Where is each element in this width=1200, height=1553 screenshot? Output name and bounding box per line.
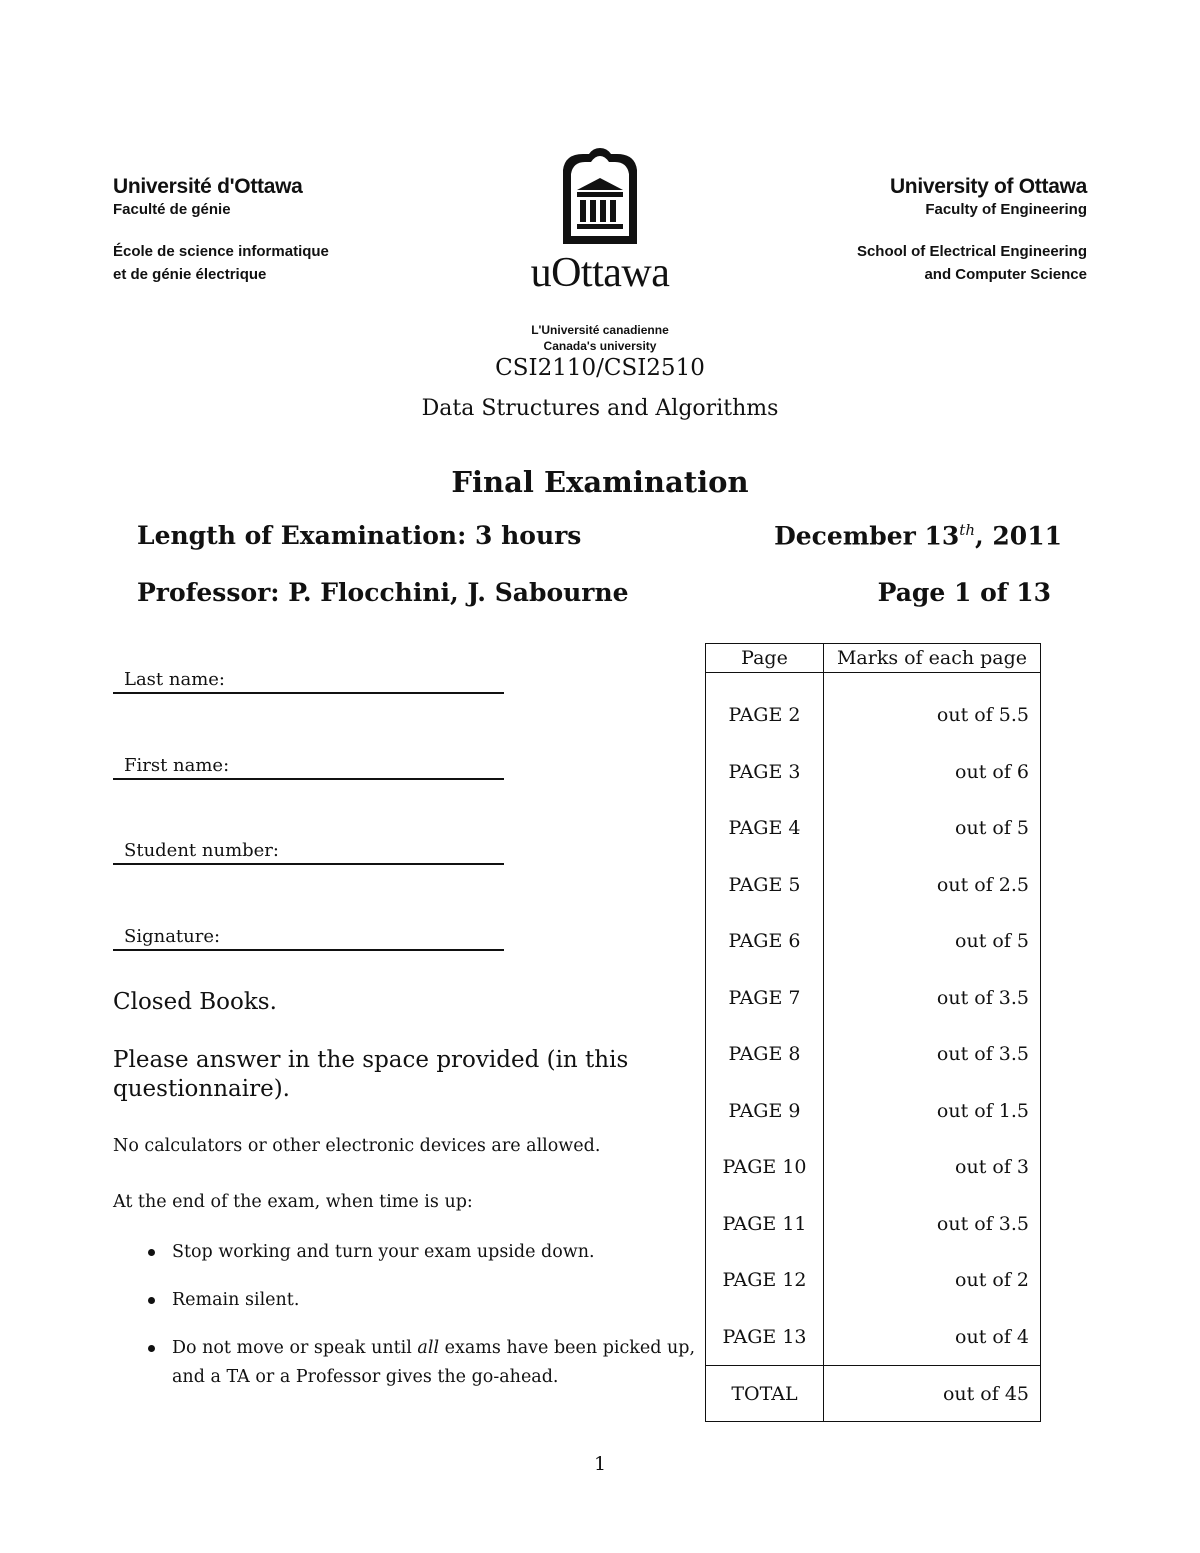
row-marks: out of 5 (824, 800, 1041, 857)
course-code: CSI2110/CSI2510 (495, 355, 705, 381)
last-name-field[interactable] (113, 659, 504, 694)
row-page: PAGE 2 (706, 687, 824, 744)
row-marks: out of 2 (824, 1252, 1041, 1309)
bullet-text-part1: Do not move or speak until (172, 1338, 412, 1358)
no-calculators-note: No calculators or other electronic devices are allowed. (113, 1136, 601, 1156)
exam-date-sup: th (959, 521, 975, 539)
bullet-text-part2: exams have been picked up, and a TA or a Professor gives the go-ahead. (172, 1338, 696, 1387)
row-page: PAGE 10 (706, 1139, 824, 1196)
bullet-dot-icon (148, 1297, 155, 1304)
exam-title: Final Examination (451, 465, 749, 499)
exam-date-prefix: December 13 (774, 521, 960, 551)
faculty-name-en: Faculty of Engineering (925, 201, 1087, 218)
row-marks: out of 4 (824, 1309, 1041, 1366)
marks-table (705, 643, 1041, 1422)
school-name-en (767, 240, 1087, 286)
uottawa-wordmark: uOttawa (530, 250, 670, 296)
row-page: PAGE 3 (706, 744, 824, 801)
row-marks: out of 6 (824, 744, 1041, 801)
bullet-item (148, 1286, 703, 1316)
last-name-label: Last name: (124, 669, 225, 690)
row-page: PAGE 8 (706, 1026, 824, 1083)
bullet-item (148, 1238, 703, 1268)
row-marks: out of 5.5 (824, 687, 1041, 744)
row-page: PAGE 5 (706, 857, 824, 914)
university-name-en: University of Ottawa (889, 175, 1087, 198)
signature-label: Signature: (124, 926, 221, 947)
row-page: PAGE 13 (706, 1309, 824, 1366)
table-spacer-row (706, 673, 1041, 688)
row-marks: out of 5 (824, 913, 1041, 970)
row-page: PAGE 7 (706, 970, 824, 1027)
tagline-en: Canada's university (543, 339, 657, 353)
row-marks: out of 3.5 (824, 970, 1041, 1027)
bullet-text-emphasis: all (417, 1338, 440, 1358)
first-name-label: First name: (124, 755, 230, 776)
table-row (706, 1139, 1041, 1196)
tagline-fr: L'Université canadienne (531, 323, 669, 337)
uottawa-building-icon (555, 148, 645, 246)
course-title: Data Structures and Algorithms (421, 396, 779, 421)
signature-field[interactable] (113, 916, 504, 951)
table-row (706, 1309, 1041, 1366)
row-marks: out of 3.5 (824, 1026, 1041, 1083)
table-row (706, 800, 1041, 857)
answer-space-note: Please answer in the space provided (in this questionnaire). (113, 1047, 629, 1102)
exam-length: Length of Examination: 3 hours (137, 521, 582, 550)
exam-professor: Professor: P. Flocchini, J. Sabourne (137, 578, 629, 607)
student-number-field[interactable] (113, 830, 504, 865)
table-header-row (706, 644, 1041, 673)
row-page: PAGE 12 (706, 1252, 824, 1309)
header-right-block (767, 174, 1087, 286)
table-row (706, 913, 1041, 970)
row-marks: out of 2.5 (824, 857, 1041, 914)
header-marks: Marks of each page (824, 644, 1041, 673)
exam-date (774, 521, 1062, 550)
exam-date-suffix: , 2011 (975, 521, 1062, 551)
bullet-text (172, 1334, 697, 1392)
bullet-dot-icon (148, 1249, 155, 1256)
logo-tagline (500, 322, 700, 354)
row-page: PAGE 9 (706, 1083, 824, 1140)
row-marks: out of 1.5 (824, 1083, 1041, 1140)
page-of: Page 1 of 13 (877, 578, 1051, 607)
school-name-en-line2: and Computer Science (924, 266, 1087, 283)
page-number: 1 (593, 1453, 607, 1475)
table-row (706, 1196, 1041, 1253)
student-number-label: Student number: (124, 840, 279, 861)
row-marks: out of 3.5 (824, 1196, 1041, 1253)
table-row (706, 1026, 1041, 1083)
faculty-name-fr: Faculté de génie (113, 201, 231, 218)
total-marks: out of 45 (824, 1366, 1041, 1422)
university-name-fr: Université d'Ottawa (113, 175, 303, 198)
total-label: TOTAL (706, 1366, 824, 1422)
closed-books-note: Closed Books. (113, 989, 277, 1015)
bullet-text: Remain silent. (172, 1290, 300, 1310)
table-row (706, 744, 1041, 801)
school-name-fr (113, 240, 433, 286)
table-row (706, 687, 1041, 744)
school-name-fr-line1: École de science informatique (113, 243, 329, 260)
school-name-en-line1: School of Electrical Engineering (856, 243, 1087, 260)
table-row (706, 857, 1041, 914)
school-name-fr-line2: et de génie électrique (113, 266, 267, 283)
table-row (706, 1083, 1041, 1140)
table-row (706, 1252, 1041, 1309)
row-page: PAGE 6 (706, 913, 824, 970)
header-page: Page (706, 644, 824, 673)
table-row (706, 970, 1041, 1027)
university-logo (500, 148, 700, 354)
row-marks: out of 3 (824, 1139, 1041, 1196)
header-left-block (113, 174, 433, 286)
bullet-dot-icon (148, 1345, 155, 1352)
first-name-field[interactable] (113, 745, 504, 780)
row-page: PAGE 11 (706, 1196, 824, 1253)
row-page: PAGE 4 (706, 800, 824, 857)
end-of-exam-note: At the end of the exam, when time is up: (113, 1192, 473, 1212)
table-total-row (706, 1366, 1041, 1422)
bullet-item (148, 1334, 703, 1394)
bullet-text: Stop working and turn your exam upside down. (172, 1242, 595, 1262)
